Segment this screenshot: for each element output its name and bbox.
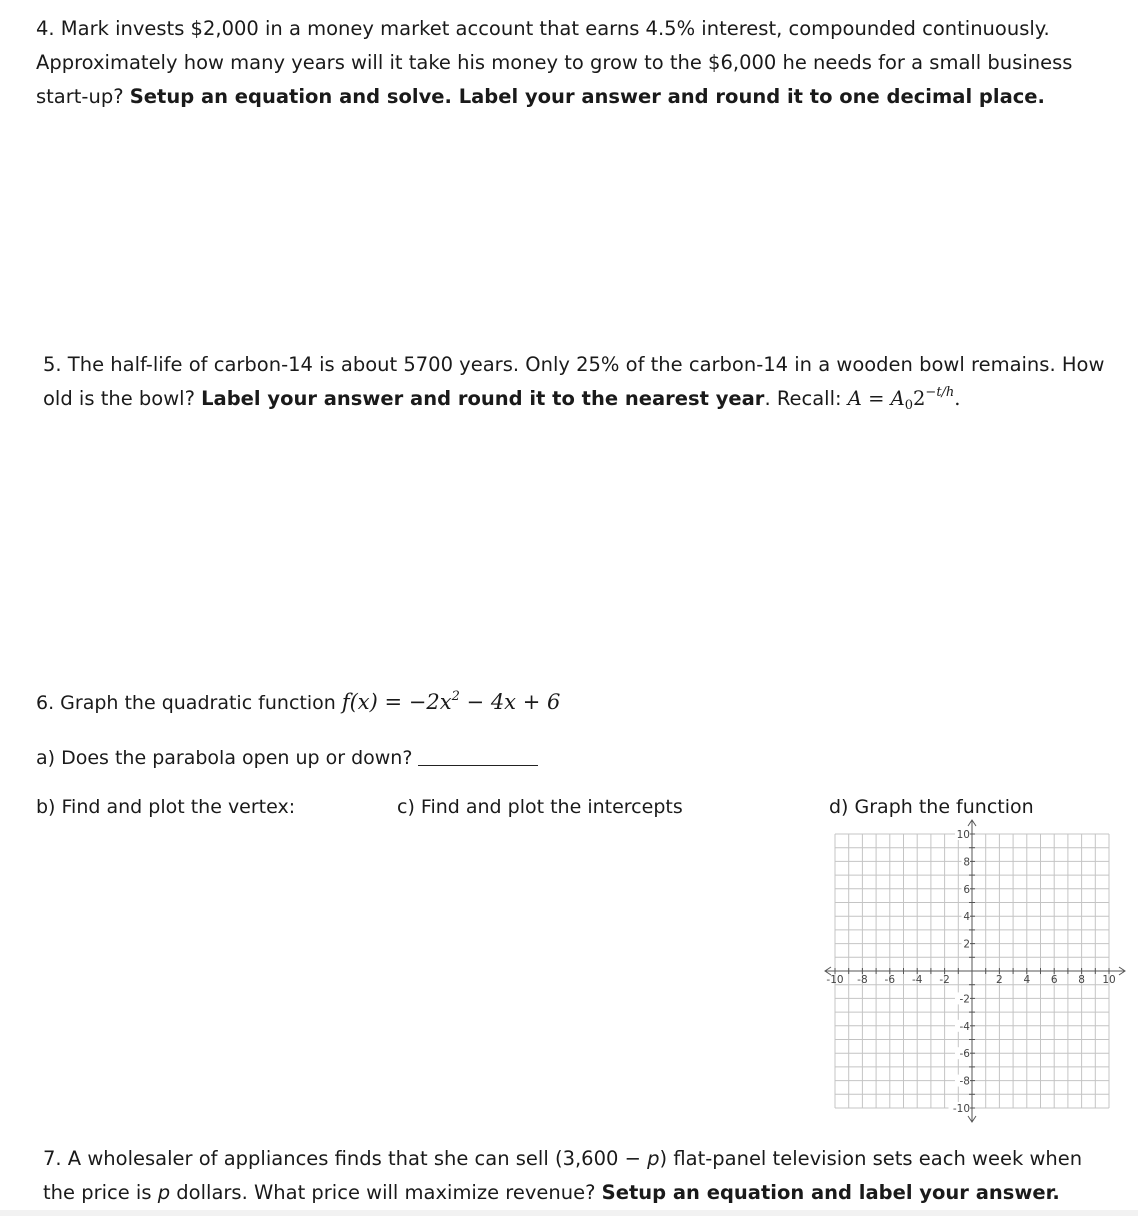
problem-5-text: 5. The half-life of carbon-14 is about 5700 years. Only 25% of the carbon-14 in a wooden bowl remains. How old is the bowl? [43,353,1105,410]
x-tick-label: -6 [884,974,896,986]
y-tick-label: -10 [952,1103,970,1115]
y-tick-label: -8 [959,1075,970,1088]
problem-5-instruction: Label your answer and round it to the nearest year [201,387,765,410]
y-tick-label: -2 [959,993,970,1006]
x-tick-label: -10 [826,974,844,986]
x-tick-label: -2 [939,974,950,986]
y-tick-label: 8 [963,856,970,869]
x-tick-label: -4 [911,974,923,986]
x-tick-label: 2 [996,974,1003,986]
x-tick-label: 8 [1078,974,1085,986]
coordinate-grid[interactable] [815,818,1127,1128]
y-tick-label: -4 [959,1020,970,1033]
quadratic-function: $f(x) = -2x^2 - 4x + 6$ [341,689,561,714]
problem-5-recall: . Recall: [764,387,848,410]
problem-4 [36,12,1106,114]
half-life-formula: $A = A_02^{-t/h}$. [847,385,961,413]
problem-6d: d) Graph the function [829,796,1034,818]
problem-6b: b) Find and plot the vertex: [36,796,296,818]
y-tick-label: 10 [956,829,970,841]
x-tick-label: -8 [857,974,868,986]
x-tick-label: 4 [1023,974,1031,986]
page-bottom-edge [0,1210,1138,1216]
problem-5 [43,348,1113,416]
problem-6c: c) Find and plot the intercepts [397,796,683,818]
x-tick-label: 10 [1102,974,1116,986]
answer-blank[interactable] [418,745,538,766]
y-tick-label: 6 [963,883,970,896]
y-tick-label: 4 [963,911,970,924]
y-tick-label: 2 [963,938,970,951]
problem-6a: a) Does the parabola open up or down? [36,745,538,769]
y-tick-label: -6 [959,1048,970,1061]
problem-6-title: 6. Graph the quadratic function $f(x) = -2x^2 - 4x + 6$ [36,689,561,714]
x-tick-label: 6 [1050,974,1058,986]
problem-7: 7. A wholesaler of appliances finds that she can sell (3,600 − p) flat-panel television sets each week when the price is p dollars. What price will maximize revenue? Setup an equation and label your answer. [43,1147,1083,1204]
problem-4-text: 4. Mark invests $2,000 in a money market account that earns 4.5% interest, compounded continuously. Approximately how many years will it take his money to grow to the $6,000 he needs for a small business start-up? [36,17,1073,108]
problem-7-instruction: Setup an equation and label your answer. [601,1181,1060,1204]
problem-4-instruction: Setup an equation and solve. Label your answer and round it to one decimal place. [129,85,1045,108]
